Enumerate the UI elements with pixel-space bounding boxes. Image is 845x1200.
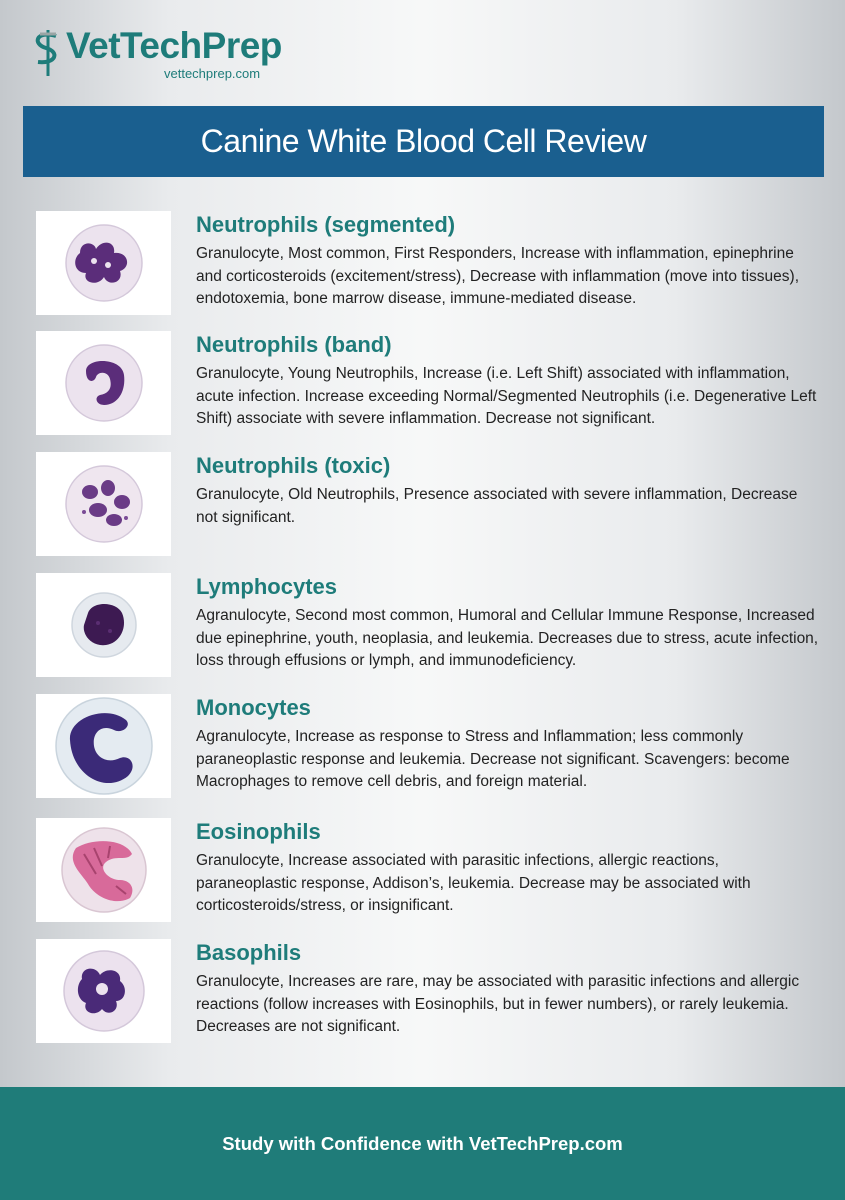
basophil-image [36, 939, 171, 1043]
cell-description: Granulocyte, Old Neutrophils, Presence associated with severe inflammation, Decrease not significant. [196, 486, 798, 526]
monocyte-image [36, 694, 171, 798]
cell-description: Granulocyte, Young Neutrophils, Increase (i.e. Left Shift) associated with inflammation, acute infection. Increase exceeding Normal/Segmented Neutrophils (i.e. Degenerative Left Shift) associate with severe inflammation. Decrease not significant. [196, 365, 817, 427]
cell-description: Granulocyte, Increases are rare, may be associated with parasitic infections and allergic reactions (follow increases with Eosinophils, but in fewer numbers), or rarely leukemia. Decreases are not significant. [196, 973, 800, 1035]
cell-name: Basophils [196, 940, 302, 965]
caduceus-logo-icon [26, 26, 66, 78]
logo-url: vettechprep.com [164, 66, 261, 81]
cell-name: Eosinophils [196, 819, 321, 844]
page-title: Canine White Blood Cell Review [23, 106, 824, 177]
cell-name: Neutrophils (band) [196, 332, 392, 357]
toxic-neutrophil-image [36, 452, 171, 556]
cell-name: Neutrophils (segmented) [196, 212, 456, 237]
band-neutrophil-image [36, 331, 171, 435]
cell-name: Monocytes [196, 695, 311, 720]
logo-brand: VetTechPrep [66, 25, 282, 66]
cell-description: Granulocyte, Most common, First Responders, Increase with inflammation, epinephrine and corticosteroids (excitement/stress), Decrease with inflammation (move into tissues), endotoxemia, bone marrow disease, immune-mediated disease. [196, 245, 799, 307]
footer-tagline: Study with Confidence with VetTechPrep.com [0, 1087, 845, 1200]
segmented-neutrophil-image [36, 211, 171, 315]
cell-name: Lymphocytes [196, 574, 338, 599]
cell-description: Agranulocyte, Second most common, Humoral and Cellular Immune Response, Increased due epinephrine, youth, neoplasia, and leukemia. Decreases due to stress, acute infection, loss through effusions or lymph, and immunodeficiency. [196, 607, 819, 669]
cell-name: Neutrophils (toxic) [196, 453, 391, 478]
cell-description: Granulocyte, Increase associated with parasitic infections, allergic reactions, paraneoplastic response, Addison’s, leukemia. Decrease may be associated with corticosteroids/stress, or insignificant. [196, 852, 751, 914]
lymphocyte-image [36, 573, 171, 677]
vettechprep-logo [26, 24, 346, 84]
cell-description: Agranulocyte, Increase as response to Stress and Inflammation; less commonly paraneoplastic response and leukemia. Decrease not significant. Scavengers: become Macrophages to remove cell debris, and foreign material. [196, 728, 790, 790]
eosinophil-image [36, 818, 171, 922]
